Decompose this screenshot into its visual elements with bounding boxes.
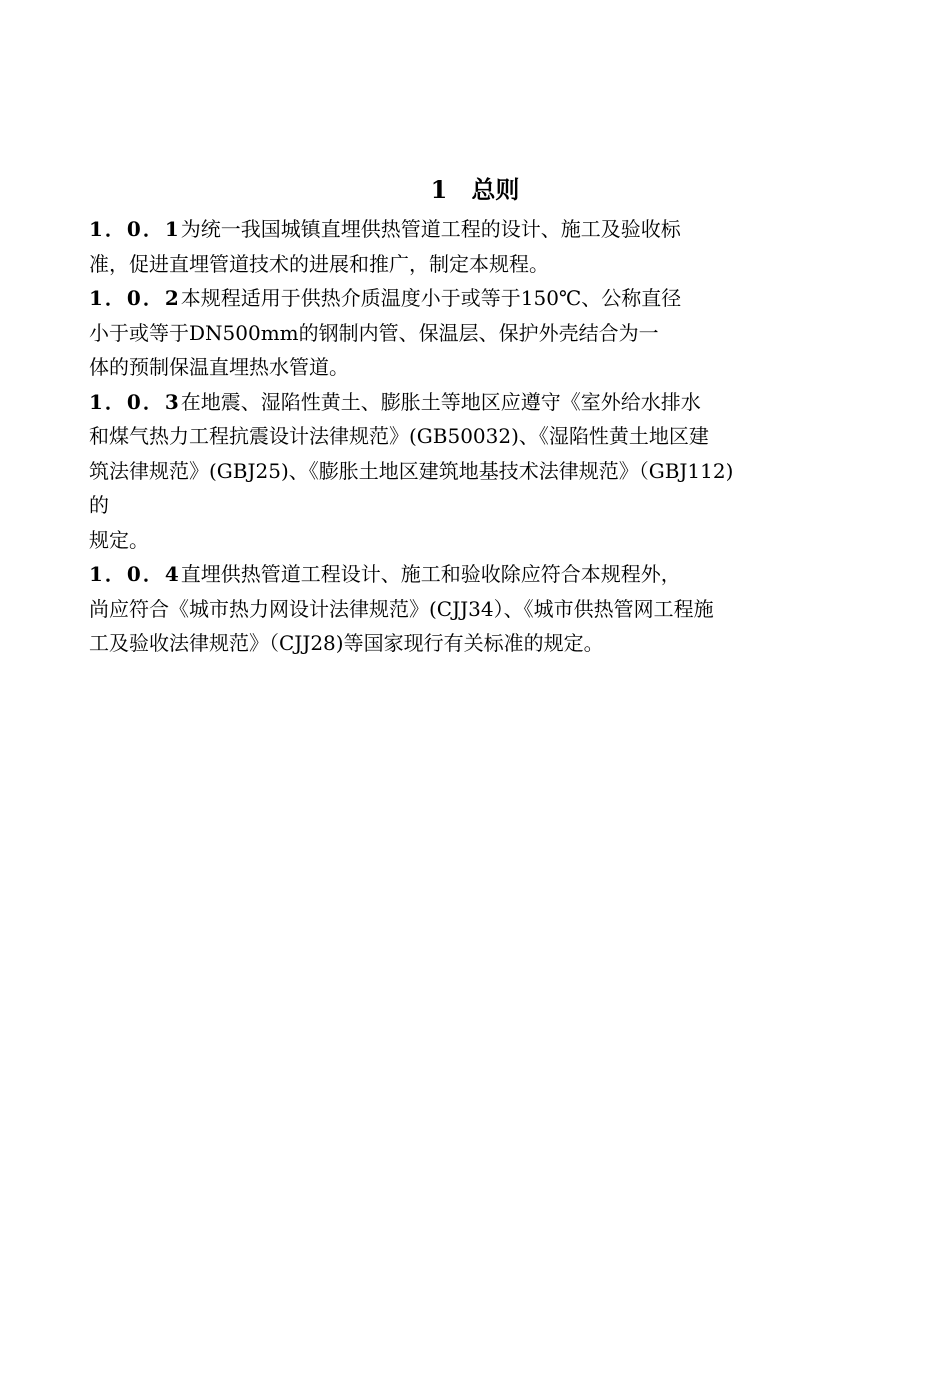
clause-4-line-1 <box>89 557 869 592</box>
clause-4-line-2 <box>89 592 869 627</box>
clause-number: 1．0．1 <box>89 217 181 241</box>
clause-text: 本规程适用于供热介质温度小于或等于150℃、公称直径 <box>180 286 682 310</box>
clause-number: 1．0．3 <box>89 389 181 414</box>
clause-4-line-3 <box>89 626 869 661</box>
clause-3-line-1 <box>89 385 869 420</box>
section-title: 1 总则 <box>430 175 520 204</box>
clause-text: 直埋供热管道工程设计、施工和验收除应符合本规程外， <box>180 562 681 586</box>
clause-text: 和煤气热力工程抗震设计法律规范》(GB50032)、《湿陷性黄土地区建 <box>89 424 709 448</box>
clause-3-line-5 <box>89 523 869 558</box>
clause-text: 小于或等于DN500mm的钢制内管、保温层、保护外壳结合为一 <box>89 320 659 345</box>
clause-1-line-1 <box>89 212 869 247</box>
clause-1-line-2 <box>89 247 869 282</box>
clause-2-line-1 <box>89 281 869 316</box>
clause-text: 体的预制保温直埋热水管道。 <box>89 355 349 379</box>
clause-3-line-2 <box>89 419 869 454</box>
clause-text: 的 <box>89 493 109 517</box>
clause-number: 1．0．2 <box>89 286 181 310</box>
clause-3-line-4 <box>89 488 869 523</box>
clause-3-line-3 <box>89 454 869 489</box>
clause-text: 为统一我国城镇直埋供热管道工程的设计、施工及验收标 <box>180 217 681 241</box>
clause-text: 在地震、湿陷性黄土、膨胀土等地区应遵守《室外给水排水 <box>180 389 701 414</box>
clause-text: 工及验收法律规范》（CJJ28)等国家现行有关标准的规定。 <box>89 631 604 655</box>
section-body <box>89 212 869 661</box>
clause-text: 规定。 <box>89 527 149 552</box>
clause-2-line-3 <box>89 350 869 385</box>
clause-number: 1．0．4 <box>89 562 181 586</box>
clause-2-line-2 <box>89 316 869 351</box>
clause-text: 尚应符合《城市热力网设计法律规范》(CJJ34）、《城市供热管网工程施 <box>89 596 714 621</box>
clause-text: 准，促进直埋管道技术的进展和推广，制定本规程。 <box>89 251 549 276</box>
clause-text: 筑法律规范》(GBJ25)、《膨胀土地区建筑地基技术法律规范》（GBJ112) <box>89 458 734 483</box>
